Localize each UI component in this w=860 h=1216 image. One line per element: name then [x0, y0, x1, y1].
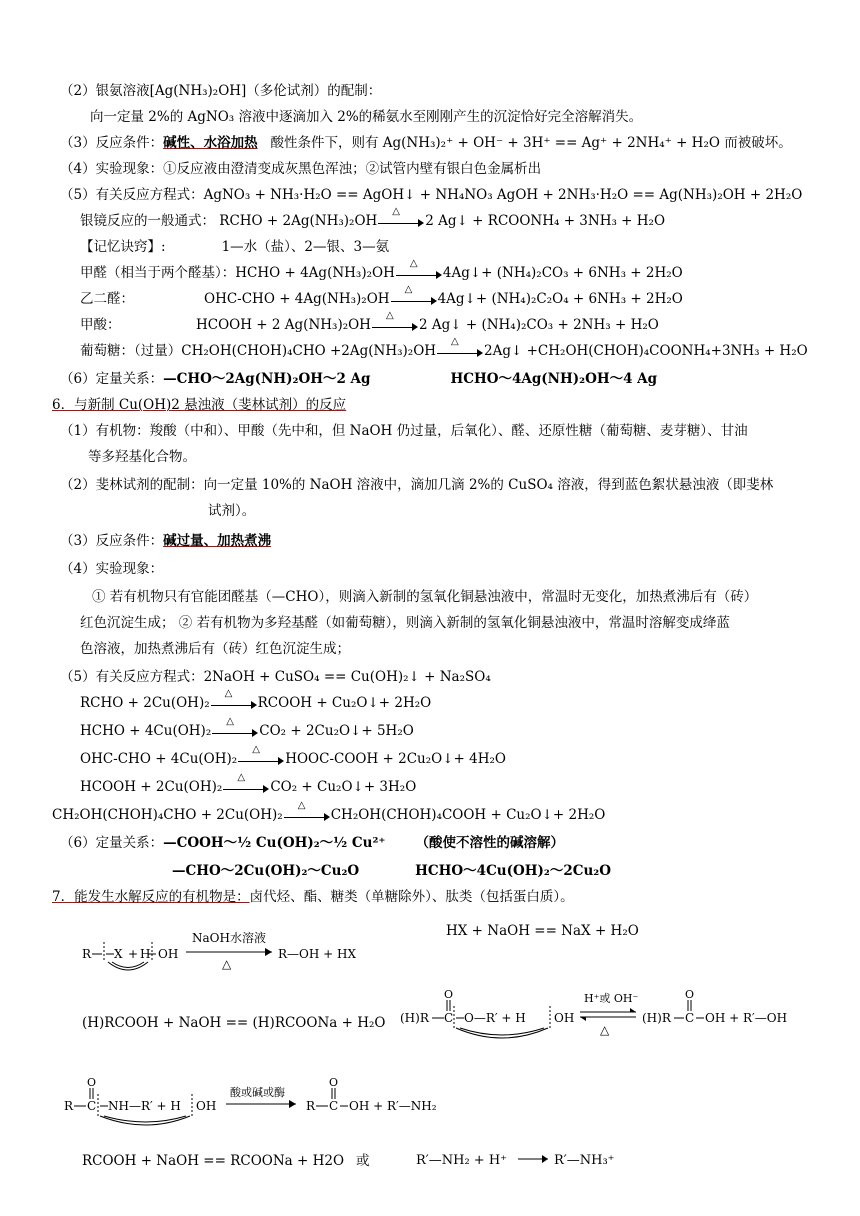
delta-symbol: △	[409, 257, 418, 269]
heat-arrow	[284, 799, 330, 822]
cu-eq-glucose	[52, 799, 606, 824]
delta-symbol: △	[222, 957, 232, 971]
cu-eq-formic	[80, 771, 417, 796]
s6-organics-b: 等多羟基化合物。	[88, 449, 196, 465]
eq-label: 甲酸：	[80, 317, 121, 333]
condition-label: 酸或碱或酶	[230, 1086, 285, 1099]
equation-right: 2Ag↓ +CH₂OH(CHOH)₄COONH₄+3NH₃ + H₂O	[484, 343, 808, 359]
condition-note: 酸性条件下，则有 Ag(NH₃)₂⁺ + OH⁻ + 3H⁺ == Ag⁺ + 2NH₄⁺ + H₂O 而被破坏。	[270, 135, 792, 151]
amide-rest-label: NH—R′ + H	[108, 1099, 181, 1113]
cu-eq-rcho	[80, 687, 432, 712]
equation-right: CO₂ + 2Cu₂O↓+ 5H₂O	[259, 723, 414, 739]
ester-rest-label: O—R′ + H	[464, 1011, 526, 1025]
heat-arrow	[396, 257, 442, 280]
haloalkane-hydrolysis-diagram	[80, 928, 380, 976]
equation-right: RCOOH + Cu₂O↓+ 2H₂O	[257, 695, 432, 711]
oxygen-label: O	[444, 988, 454, 1001]
s6-phenomenon-a: ① 若有机物只有官能团醛基（—CHO），则滴入新制的氢氧化铜悬浊液中，常温时无变化，加热煮沸后有（砖）	[92, 589, 758, 605]
quantitative-relation	[60, 370, 657, 388]
relation-b: —CHO～2Cu(OH)₂～Cu₂O	[172, 863, 360, 879]
relation-c: HCHO～4Cu(OH)₂～2Cu₂O	[415, 863, 611, 879]
silver-ammonia-prep-title: （2）银氨溶液[Ag(NH₃)₂OH]（多伦试剂）的配制：	[60, 83, 382, 99]
hx-neutralization-eq: HX + NaOH == NaX + H₂O	[446, 923, 639, 939]
label: （6）定量关系：	[60, 371, 164, 387]
label: （3）反应条件：	[60, 135, 164, 151]
oxygen-label: O	[329, 1076, 339, 1089]
section-title: 7．能发生水解反应的有机物是：	[52, 889, 250, 905]
relation-b: HCHO～4Ag(NH)₂OH～4 Ag	[450, 371, 658, 387]
amine-protonation-diagram	[414, 1144, 634, 1174]
carbon-label: C	[87, 1099, 97, 1113]
equation-right: 4Ag↓+ (NH₄)₂C₂O₄ + 6NH₃ + 2H₂O	[437, 291, 683, 307]
equation-left: RCHO + 2Cu(OH)₂	[80, 695, 210, 711]
equations-line: （5）有关反应方程式：AgNO₃ + NH₃·H₂O == AgOH↓ + NH₄NO₃ AgOH + 2NH₃·H₂O == Ag(NH₃)₂OH + 2H₂O	[60, 187, 803, 203]
s6-quantitative-b	[172, 862, 611, 880]
carbon-label: C	[329, 1099, 339, 1113]
delta-symbol: △	[404, 283, 413, 295]
relation-a: —CHO～2Ag(NH)₂OH～2 Ag	[163, 371, 371, 387]
relation-note: （酸使不溶性的碱溶解）	[415, 835, 565, 851]
ester-hydrolysis-diagram	[398, 984, 788, 1056]
s6-quantitative-a	[60, 834, 564, 852]
s6-phenomenon: （4）实验现象：	[60, 561, 164, 577]
reaction-condition-line	[60, 134, 792, 152]
heat-arrow	[437, 335, 483, 358]
s6-phenomenon-b: 红色沉淀生成； ② 若有机物为多羟基醛（如葡萄糖），则滴入新制的氢氧化铜悬浊液中，常温时溶解变成绛蓝	[80, 615, 730, 631]
memo-text: 1—水（盐）、2—银、3—氨	[221, 239, 390, 255]
amine-label: R′—NH₂ + H⁺	[416, 1153, 508, 1168]
equation-right: 4Ag↓+ (NH₄)₂CO₃ + 6NH₃ + 2H₂O	[442, 265, 683, 281]
condition-bold: 碱性、水浴加热	[163, 135, 258, 151]
fehling-prep-a: （2）斐林试剂的配制：向一定量 10%的 NaOH 溶液中，滴加几滴 2%的 CuSO₄ 溶液，得到蓝色絮状悬浊液（即斐林	[60, 477, 774, 493]
s6-phenomenon-c: 色溶液，加热煮沸后有（砖）红色沉淀生成；	[80, 641, 350, 657]
heat-arrow	[211, 687, 257, 710]
label: （6）定量关系：	[60, 835, 164, 851]
oh-label: OH	[196, 1099, 217, 1113]
r-label: R	[64, 1099, 74, 1113]
eq-label: 乙二醛：	[80, 291, 134, 307]
heat-arrow	[378, 205, 424, 228]
glyoxal-eq	[80, 283, 683, 308]
s6-organics-a: （1）有机物：羧酸（中和）、甲酸（先中和，但 NaOH 仍过量，后氧化）、醛、还原性糖（葡萄糖、麦芽糖）、甘油	[60, 423, 748, 439]
equation-left: HCOOH + 2Cu(OH)₂	[80, 779, 223, 795]
silver-ammonia-prep-text: 向一定量 2%的 AgNO₃ 溶液中逐滴加入 2%的稀氨水至刚刚产生的沉淀恰好完全溶解消失。	[90, 109, 643, 125]
ammonium-label: R′—NH₃⁺	[554, 1153, 615, 1168]
glucose-eq	[80, 335, 808, 360]
or-word: 或	[356, 1153, 370, 1169]
equation-right: HOOC-COOH + 2Cu₂O↓+ 4H₂O	[285, 751, 506, 767]
oxygen-label: O	[87, 1076, 97, 1089]
condition-bold: 碱过量、加热煮沸	[163, 533, 272, 549]
amide-hydrolysis-diagram	[60, 1074, 460, 1130]
product-acid-label: (H)R	[642, 1011, 671, 1025]
section-7-title	[52, 888, 574, 906]
oh-label: OH	[158, 947, 179, 961]
phenomenon-line: （4）实验现象：①反应液由澄清变成灰黑色浑浊；②试管内壁有银白色金属析出	[60, 161, 542, 177]
s6-equations-title: （5）有关反应方程式：2NaOH + CuSO₄ == Cu(OH)₂↓ + Na₂SO₄	[60, 669, 491, 685]
delta-symbol: △	[224, 687, 233, 699]
relation-a: —COOH～½ Cu(OH)₂～½ Cu²⁺	[163, 835, 386, 851]
formic-eq	[80, 309, 659, 334]
oxygen-label: O	[685, 988, 695, 1001]
heat-arrow	[212, 715, 258, 738]
h-label: H	[140, 947, 151, 961]
equation-left: HCOOH + 2 Ag(NH₃)₂OH	[196, 317, 371, 333]
product-r-label: R	[306, 1099, 316, 1113]
equation-right: CH₂OH(CHOH)₄COOH + Cu₂O↓+ 2H₂O	[330, 807, 606, 823]
heat-arrow	[372, 309, 418, 332]
heat-arrow	[223, 771, 269, 794]
plus-sign: +	[128, 947, 139, 961]
condition-label: NaOH水溶液	[192, 931, 266, 945]
fehling-prep-b: 试剂）。	[208, 503, 256, 519]
heat-arrow	[391, 283, 437, 306]
s6-condition	[60, 532, 271, 550]
equation-left: OHC-CHO + 4Ag(NH₃)₂OH	[204, 291, 390, 307]
acid-neutralization-eq-2: RCOOH + NaOH == RCOONa + H2O	[82, 1153, 345, 1169]
equation-left: 甲醛（相当于两个醛基）：HCHO + 4Ag(NH₃)₂OH	[80, 265, 395, 281]
memory-tip	[80, 238, 389, 256]
label: （3）反应条件：	[60, 533, 164, 549]
delta-symbol: △	[297, 799, 306, 811]
delta-symbol: △	[385, 309, 394, 321]
delta-symbol: △	[252, 743, 260, 755]
product-label: R—OH + HX	[278, 947, 357, 961]
delta-symbol: △	[600, 1023, 610, 1037]
acid-neutralization-eq-1: (H)RCOOH + NaOH == (H)RCOONa + H₂O	[82, 1015, 386, 1031]
h-r-label: (H)R	[400, 1011, 429, 1025]
memo-label: 【记忆诀窍】:	[80, 239, 166, 255]
equation-right: 2 Ag↓ + RCOONH₄ + 3NH₃ + H₂O	[425, 213, 666, 229]
heat-arrow	[238, 743, 284, 766]
condition-label: H⁺或 OH⁻	[584, 992, 639, 1005]
cu-eq-hcho	[80, 715, 414, 740]
delta-symbol: △	[392, 205, 400, 217]
section-text: 卤代烃、酯、糖类（单糖除外）、肽类（包括蛋白质）。	[249, 889, 574, 905]
equation-left: CH₂OH(CHOH)₄CHO + 2Cu(OH)₂	[52, 807, 283, 823]
section-6-title	[52, 396, 346, 414]
silver-mirror-general	[80, 205, 666, 230]
delta-symbol: △	[451, 335, 459, 347]
oh-label: OH	[554, 1011, 575, 1025]
equation-left: 葡萄糖：（过量）CH₂OH(CHOH)₄CHO +2Ag(NH₃)₂OH	[80, 343, 437, 359]
equation-left: OHC-CHO + 4Cu(OH)₂	[80, 751, 238, 767]
carbon-label: C	[685, 1011, 695, 1025]
cu-eq-glyoxal	[80, 743, 506, 768]
delta-symbol: △	[226, 715, 234, 727]
formaldehyde-eq	[80, 257, 683, 282]
equation-right: CO₂ + Cu₂O↓+ 3H₂O	[270, 779, 417, 795]
product-rest-label: OH + R′—OH	[705, 1011, 788, 1025]
carbon-label: C	[444, 1011, 454, 1025]
product-rest-label: OH + R′—NH₂	[349, 1099, 437, 1113]
delta-symbol: △	[237, 771, 246, 783]
x-label: X	[114, 947, 123, 961]
equation-left: 银镜反应的一般通式： RCHO + 2Ag(NH₃)₂OH	[80, 213, 378, 229]
r-label: R	[82, 947, 92, 961]
equation-left: HCHO + 4Cu(OH)₂	[80, 723, 212, 739]
equation-right: 2 Ag↓ + (NH₄)₂CO₃ + 2NH₃ + H₂O	[418, 317, 659, 333]
section-title: 6．与新制 Cu(OH)2 悬浊液（斐林试剂）的反应	[52, 397, 347, 413]
